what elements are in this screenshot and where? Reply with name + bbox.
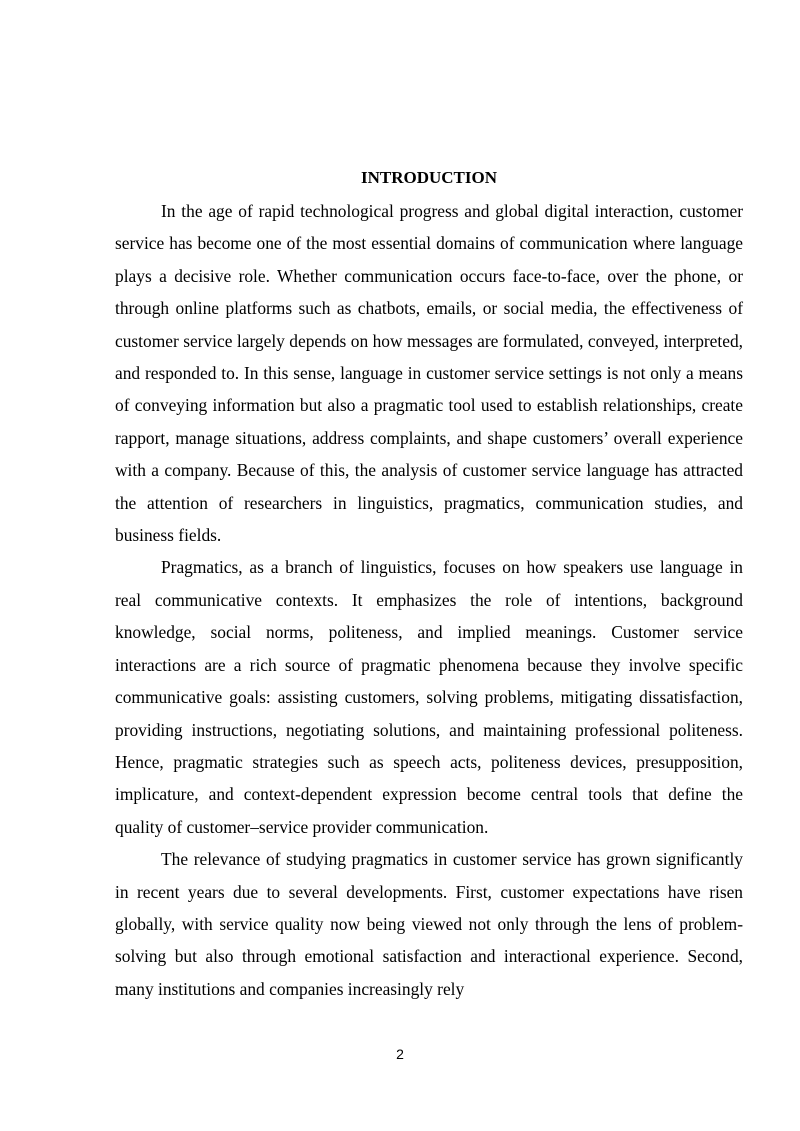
page-number: 2 xyxy=(396,1046,404,1062)
paragraph-3: The relevance of studying pragmatics in customer service has grown significantly in recent years due to several developments. First, customer expectations have risen globally, with service quality now being viewed not only through the lens of problem-solving but also through emotional satisfaction and interactional experience. Second, many institutions and companies increasingly rely xyxy=(115,849,743,999)
paragraph-2: Pragmatics, as a branch of linguistics, focuses on how speakers use language in real communicative contexts. It emphasizes the role of intentions, background knowledge, social norms, politeness, and implied meanings. Customer service interactions are a rich source of pragmatic phenomena because they involve specific communicative goals: assisting customers, solving problems, mitigating dissatisfaction, providing instructions, negotiating solutions, and maintaining professional politeness. Hence, pragmatic strategies such as speech acts, politeness devices, presupposition, implicature, and context-dependent expression become central tools that define the quality of customer–service provider communication. xyxy=(115,557,743,837)
section-heading: INTRODUCTION xyxy=(360,168,498,187)
paragraph-1: In the age of rapid technological progress and global digital interaction, customer service has become one of the most essential domains of communication where language plays a decisive role. Whether communication occurs face-to-face, over the phone, or through online platforms such as chatbots, emails, or social media, the effectiveness of customer service largely depends on how messages are formulated, conveyed, interpreted, and responded to. In this sense, language in customer service settings is not only a means of conveying information but also a pragmatic tool used to establish relationships, create rapport, manage situations, address complaints, and shape customers’ overall experience with a company. Because of this, the analysis of customer service language has attracted the attention of researchers in linguistics, pragmatics, communication studies, and business fields. xyxy=(115,201,743,546)
body-text xyxy=(115,195,743,1005)
